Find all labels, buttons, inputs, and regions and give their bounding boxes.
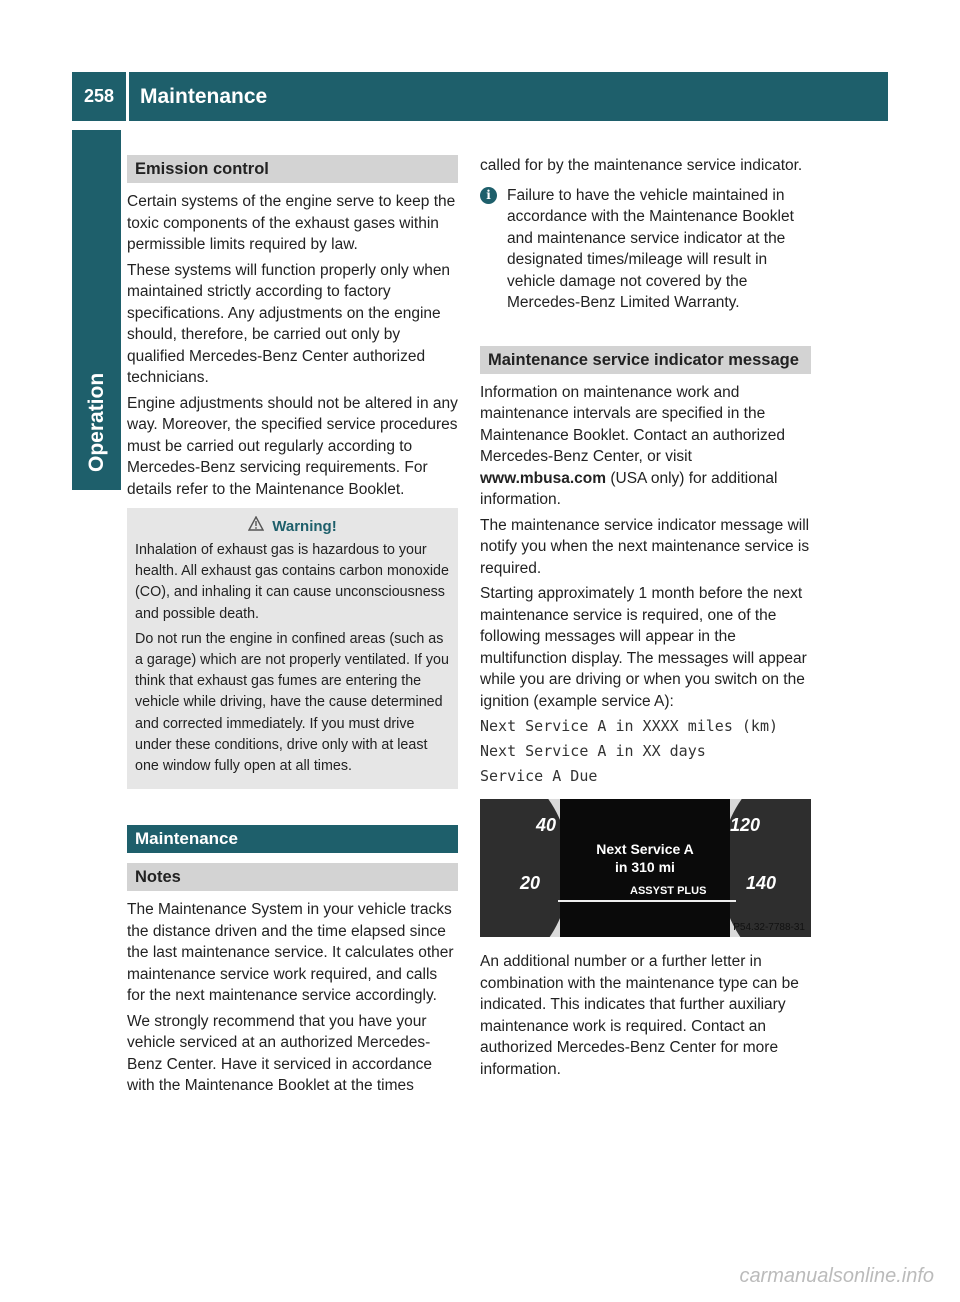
image-reference: P54.32-7788-31 <box>733 922 805 933</box>
warning-box <box>127 508 458 789</box>
speed-20-label: 20 <box>520 873 541 893</box>
info-icon: i <box>480 187 497 204</box>
page-title: Maintenance <box>140 85 268 108</box>
indicator-paragraph-1-text: Information on maintenance work and maintenance intervals are specified in the Maintenance Booklet. Contact an authorized Mercedes-Benz Center, or visit <box>480 383 786 465</box>
mbusa-link[interactable]: www.mbusa.com <box>480 469 607 487</box>
right-column <box>480 155 811 1084</box>
warning-header <box>135 516 450 536</box>
watermark: carmanualsonline.info <box>739 1265 934 1287</box>
notes-paragraph-1: The Maintenance System in your vehicle tracks the distance driven and the time elapsed since the last maintenance service. It calculates other maintenance service work required, and calls for the next maintenance service accordingly. <box>127 901 454 1005</box>
emission-control-heading: Emission control <box>127 155 458 183</box>
indicator-paragraph-1 <box>480 382 811 511</box>
speed-120-label: 120 <box>730 815 761 835</box>
indicator-paragraph-3: Starting approximately 1 month before the next maintenance service is required, one of the following messages will appear in the multifunction display. The messages will appear while you are driving or when you switch on the ignition (example service A): <box>480 585 807 710</box>
speed-40-label: 40 <box>536 815 557 835</box>
notes-heading: Notes <box>127 863 458 891</box>
speed-140-label: 140 <box>746 873 777 893</box>
indicator-paragraph-1-tail: (USA only) for additional information. <box>480 469 778 508</box>
page-header <box>72 72 888 121</box>
continued-paragraph: called for by the maintenance service indicator. <box>480 157 803 174</box>
message-example-3: Service A Due <box>480 767 598 785</box>
left-gauge-inner <box>480 799 570 937</box>
indicator-heading: Maintenance service indicator message <box>480 346 811 374</box>
additional-info-paragraph: An additional number or a further letter in combination with the maintenance type can be indicated. This indicates that further auxiliary maintenance work is required. Contact an authorized Mercedes-Benz Center for more information. <box>480 953 799 1078</box>
emission-paragraph-1: Certain systems of the engine serve to keep the toxic components of the exhaust gases within permissible limits required by law. <box>127 193 456 253</box>
warning-title: Warning! <box>272 517 337 535</box>
info-note <box>480 185 811 318</box>
maintenance-heading: Maintenance <box>127 825 458 853</box>
warning-paragraph-1: Inhalation of exhaust gas is hazardous to your health. All exhaust gas contains carbon monoxide (CO), and inhaling it can cause unconsciousness and possible death. <box>135 542 449 622</box>
indicator-paragraph-2: The maintenance service indicator message will notify you when the next maintenance service is required. <box>480 516 810 577</box>
warning-triangle-icon <box>248 516 264 536</box>
left-column <box>127 155 458 1101</box>
section-tab <box>72 130 121 490</box>
instrument-cluster-image <box>480 799 811 937</box>
message-example-1: Next Service A in XXXX miles (km) <box>480 717 779 735</box>
message-example-2: Next Service A in XX days <box>480 742 706 760</box>
page-number: 258 <box>83 86 115 106</box>
display-line-2: in 310 mi <box>615 859 675 875</box>
display-underline <box>558 900 736 902</box>
display-line-1: Next Service A <box>596 841 694 857</box>
emission-paragraph-3: Engine adjustments should not be altered in any way. Moreover, the specified service procedures must be carried out regularly according to Mercedes-Benz servicing requirements. For details refer to the Maintenance Booklet. <box>127 394 458 498</box>
info-text: Failure to have the vehicle maintained in accordance with the Maintenance Booklet and maintenance service indicator at the designated times/mileage will result in vehicle damage not covered by the Mercedes-Benz Limited Warranty. <box>507 186 794 311</box>
emission-paragraph-2: These systems will function properly only when maintained strictly according to factory specifications. Any adjustments on the engine should, therefore, be carried out only by qualified Mercedes-Benz Center authorized technicians. <box>127 261 451 386</box>
section-tab-label: Operation <box>85 372 108 472</box>
warning-paragraph-2: Do not run the engine in confined areas (such as a garage) which are not properly ventilated. If you think that exhaust gas fumes are entering the vehicle while driving, have the cause determined and corrected immediately. If you must drive under these conditions, drive only with at least one window fully open at all times. <box>135 630 449 775</box>
header-divider <box>126 72 129 121</box>
assyst-plus-label: ASSYST PLUS <box>630 885 707 897</box>
notes-paragraph-2: We strongly recommend that you have your vehicle serviced at an authorized Mercedes-Benz Center. Have it serviced in accordance with the Maintenance Booklet at the times <box>127 1012 432 1095</box>
